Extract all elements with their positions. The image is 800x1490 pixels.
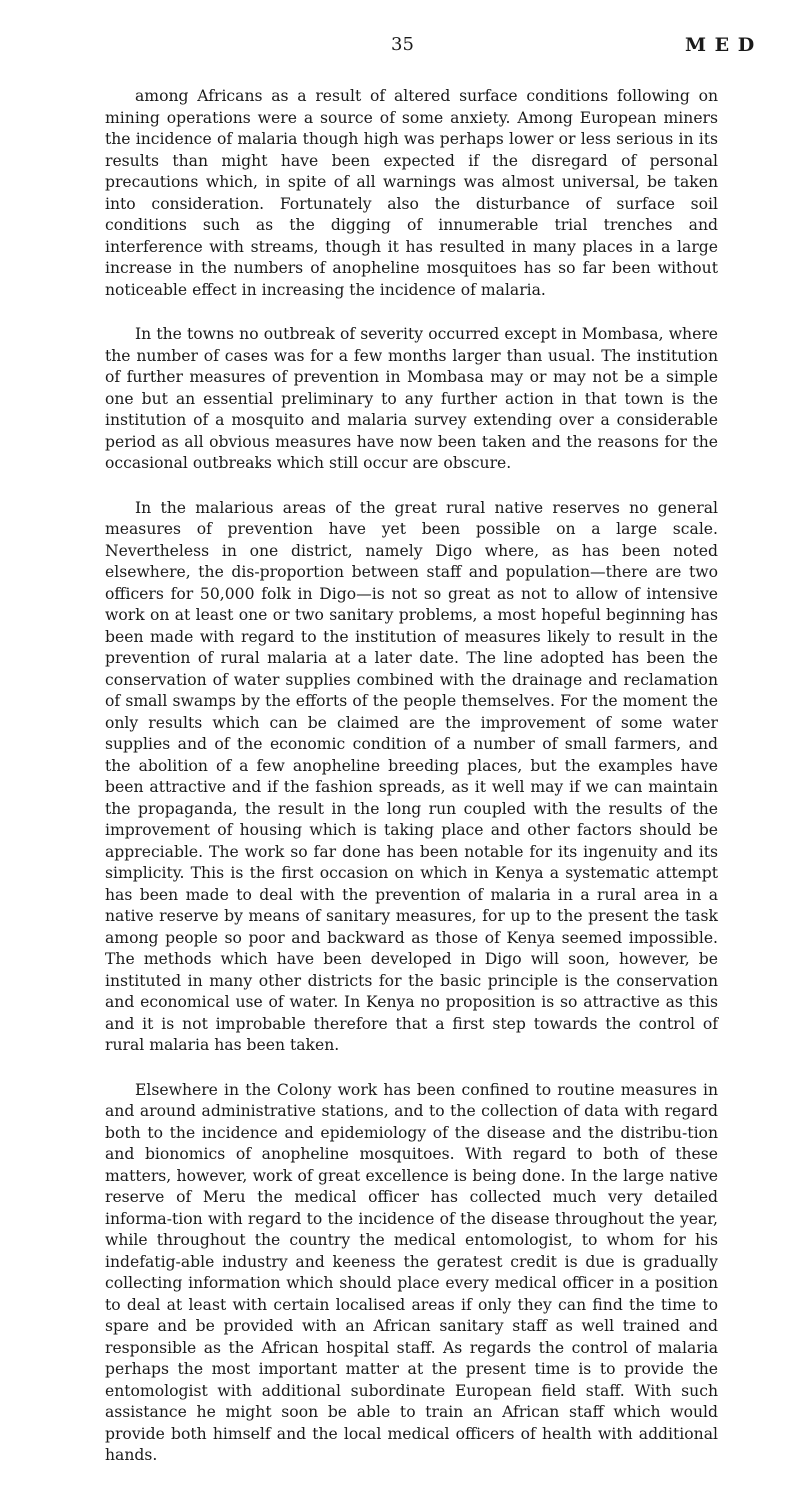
library-stamp: M E D	[685, 34, 756, 56]
body-text	[105, 86, 718, 1490]
page-header	[0, 34, 800, 64]
paragraph-colony-routine-work: Elsewhere in the Colony work has been confined to routine measures in and around administrative stations, and to the collection of data with regard both to the incidence and epidemiology of the disease and the distribu-tion and bionomics of anopheline mosquitoes. With regard to both of these matters, however, work of great excellence is being done. In the large native reserve of Meru the medical officer has collected much very detailed informa-tion with regard to the incidence of the disease throughout the year, while throughout the country the medical entomologist, to whom for his indefatig-able industry and keeness the geratest credit is due is gradually collecting information which should place every medical officer in a position to deal at least with certain localised areas if only they can find the time to spare and be provided with an African sanitary staff as well trained and responsible as the African hospital staff. As regards the control of malaria perhaps the most important matter at the present time is to provide the entomologist with additional subordinate European field staff. With such assistance he might soon be able to train an African staff which would provide both himself and the local medical officers of health with additional hands.	[105, 1080, 718, 1464]
paragraph-towns-mombasa: In the towns no outbreak of severity occurred except in Mombasa, where the number of cases was for a few months larger than usual. The institution of further measures of prevention in Mombasa may or may not be a simple one but an essential preliminary to any further action in that town is the institution of a mosquito and malaria survey extending over a considerable period as all obvious measures have now been taken and the reasons for the occasional outbreaks which still occur are obscure.	[105, 325, 718, 472]
page-number: 35	[391, 34, 414, 55]
paragraph-mining-malaria: among Africans as a result of altered surface conditions following on mining operations were a source of some anxiety. Among European miners the incidence of malaria though high was perhaps lower or less serious in its results than might have been expected if the disregard of personal precautions which, in spite of all warnings was almost universal, be taken into consideration. Fortunately also the disturbance of surface soil conditions such as the digging of innumerable trial trenches and interference with streams, though it has resulted in many places in a large increase in the numbers of anopheline mosquitoes has so far been without noticeable effect in increasing the incidence of malaria.	[105, 87, 718, 299]
paragraph-rural-reserves-digo: In the malarious areas of the great rural native reserves no general measures of prevention have yet been possible on a large scale. Nevertheless in one district, namely Digo where, as has been noted elsewhere, the dis-proportion between staff and population—there are two officers for 50,000 folk in Digo—is not so great as not to allow of intensive work on at least one or two sanitary problems, a most hopeful beginning has been made with regard to the institution of measures likely to result in the prevention of rural malaria at a later date. The line adopted has been the conservation of water supplies combined with the drainage and reclamation of small swamps by the efforts of the people themselves. For the moment the only results which can be claimed are the improvement of some water supplies and of the economic condition of a number of small farmers, and the abolition of a few anopheline breeding places, but the examples have been attractive and if the fashion spreads, as it well may if we can maintain the propaganda, the result in the long run coupled with the results of the improvement of housing which is taking place and other factors should be appreciable. The work so far done has been notable for its ingenuity and its simplicity. This is the first occasion on which in Kenya a systematic attempt has been made to deal with the prevention of malaria in a rural area in a native reserve by means of sanitary measures, for up to the present the task among people so poor and backward as those of Kenya seemed impossible. The methods which have been developed in Digo will soon, however, be instituted in many other districts for the basic principle is the conservation and economical use of water. In Kenya no proposition is so attractive as this and it is not improbable therefore that a first step towards the control of rural malaria has been taken.	[105, 498, 718, 1054]
